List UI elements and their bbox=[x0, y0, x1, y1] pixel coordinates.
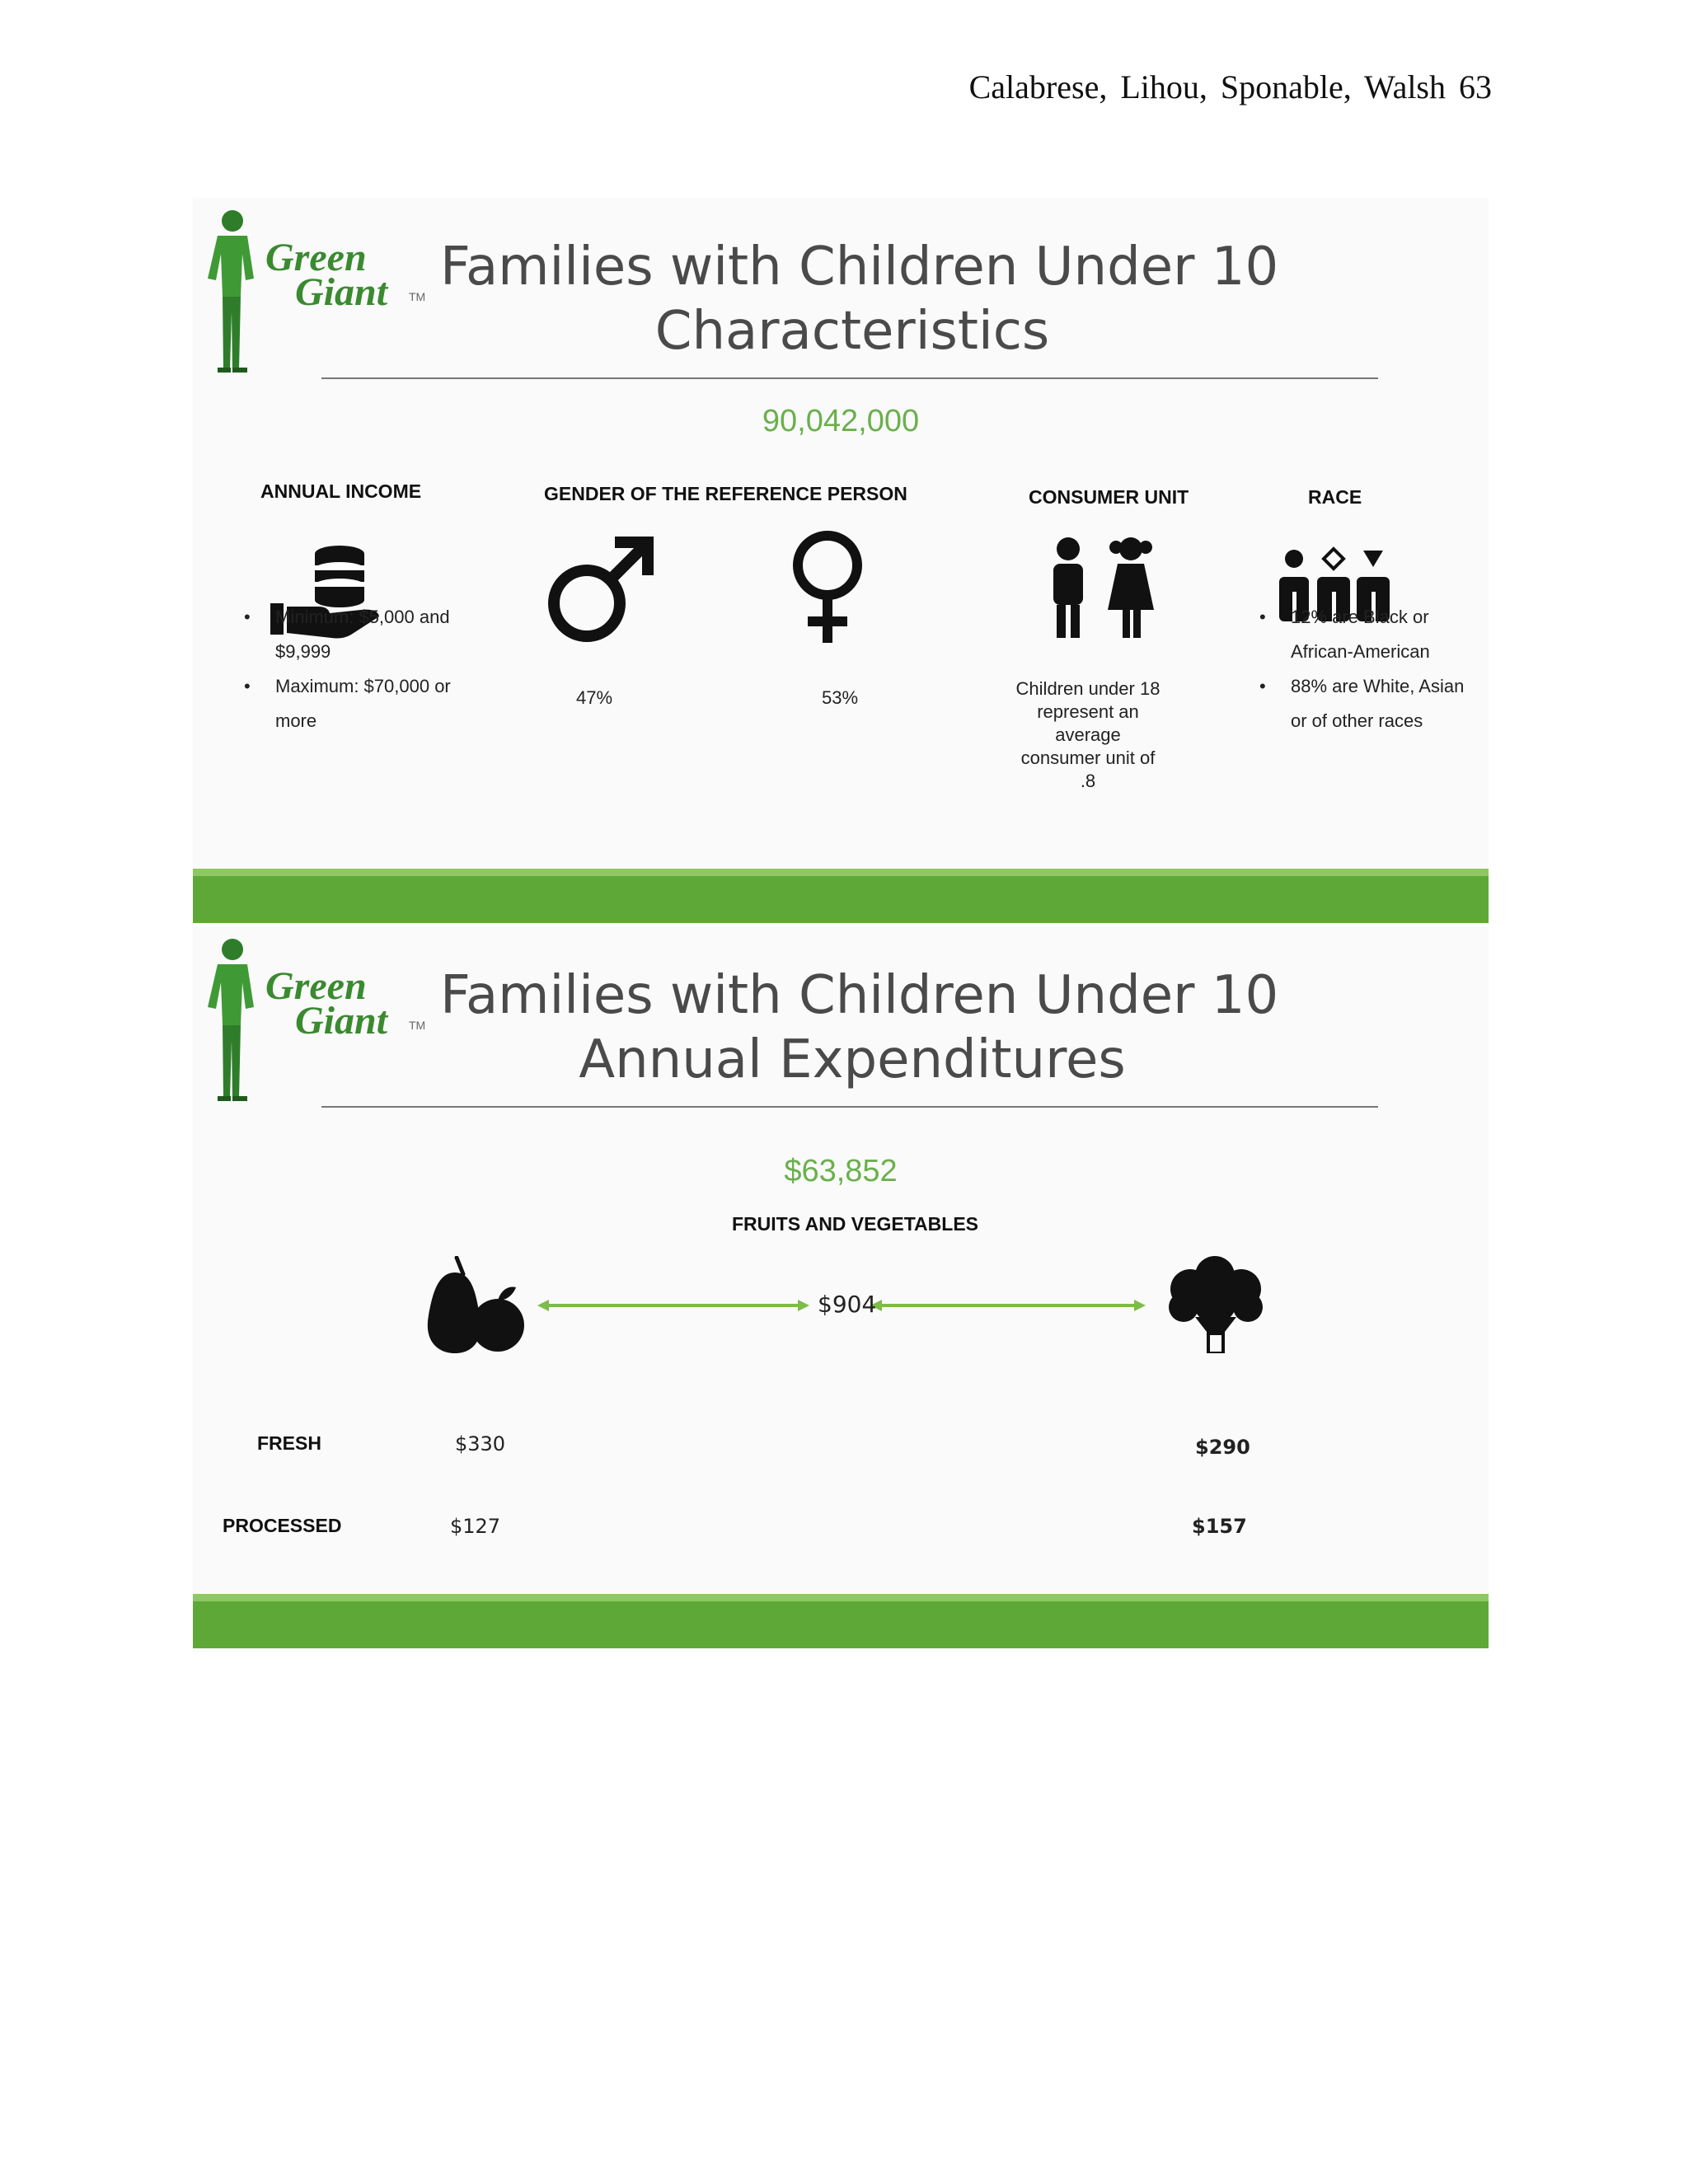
female-percentage: 53% bbox=[822, 687, 859, 708]
row-label-fresh: FRESH bbox=[257, 1432, 321, 1454]
processed-fruits: $127 bbox=[450, 1515, 501, 1538]
trademark: TM bbox=[409, 290, 426, 303]
race-list bbox=[1259, 600, 1465, 738]
male-percentage: 47% bbox=[576, 687, 613, 708]
green-giant-figure-icon bbox=[193, 933, 267, 1108]
slide-expenditures bbox=[193, 926, 1489, 1652]
logo-word-giant: Giant bbox=[295, 999, 388, 1043]
broccoli-icon bbox=[1165, 1256, 1266, 1355]
trademark: TM bbox=[409, 1019, 426, 1032]
income-maximum: • Maximum: $70,000 or more bbox=[244, 669, 491, 738]
green-giant-logo bbox=[193, 198, 440, 379]
slide-title-line2: Characteristics bbox=[654, 301, 1050, 362]
processed-vegetables: $157 bbox=[1192, 1515, 1247, 1538]
slide-title-line2: Annual Expenditures bbox=[579, 1029, 1126, 1090]
slide-footer-bar bbox=[193, 1594, 1489, 1648]
fresh-fruits: $330 bbox=[455, 1432, 506, 1455]
annual-income-heading: ANNUAL INCOME bbox=[260, 480, 422, 502]
total-families: 90,042,000 bbox=[762, 404, 920, 438]
green-giant-logo bbox=[193, 926, 440, 1108]
running-head: Calabrese, Lihou, Sponable, Walsh 63 bbox=[968, 68, 1492, 105]
slide-title-line1: Families with Children Under 10 bbox=[440, 965, 1279, 1026]
gender-heading: GENDER OF THE REFERENCE PERSON bbox=[544, 483, 907, 504]
slide-characteristics bbox=[193, 198, 1489, 923]
annual-income-list bbox=[244, 600, 491, 738]
consumer-unit-heading: CONSUMER UNIT bbox=[1029, 486, 1189, 508]
fruits-vegetables-heading: FRUITS AND VEGETABLES bbox=[732, 1213, 979, 1235]
title-divider bbox=[321, 377, 1378, 379]
male-symbol-icon bbox=[544, 531, 659, 646]
green-giant-figure-icon bbox=[193, 204, 267, 379]
fresh-vegetables: $290 bbox=[1195, 1436, 1250, 1459]
consumer-unit-text: Children under 18 represent an average consumer unit of .8 bbox=[1015, 678, 1160, 791]
slide-footer-bar bbox=[193, 869, 1489, 923]
logo-word-green: Green bbox=[265, 964, 367, 1008]
total-fruits-vegetables: $904 bbox=[818, 1291, 877, 1318]
logo-word-giant: Giant bbox=[295, 270, 388, 314]
title-divider bbox=[321, 1106, 1378, 1108]
slide-title-line1: Families with Children Under 10 bbox=[440, 237, 1279, 298]
race-black: • 12% are Black or African-American bbox=[1259, 600, 1465, 669]
row-label-processed: PROCESSED bbox=[223, 1515, 342, 1536]
logo-word-green: Green bbox=[265, 236, 367, 279]
race-heading: RACE bbox=[1308, 486, 1362, 508]
female-symbol-icon bbox=[786, 527, 869, 651]
fruit-icon bbox=[422, 1256, 529, 1355]
race-white-other: • 88% are White, Asian or of other races bbox=[1259, 669, 1465, 738]
income-minimum: • Minimum: $5,000 and $9,999 bbox=[244, 600, 491, 669]
children-icon bbox=[1042, 536, 1165, 643]
total-expenditures: $63,852 bbox=[784, 1154, 898, 1188]
